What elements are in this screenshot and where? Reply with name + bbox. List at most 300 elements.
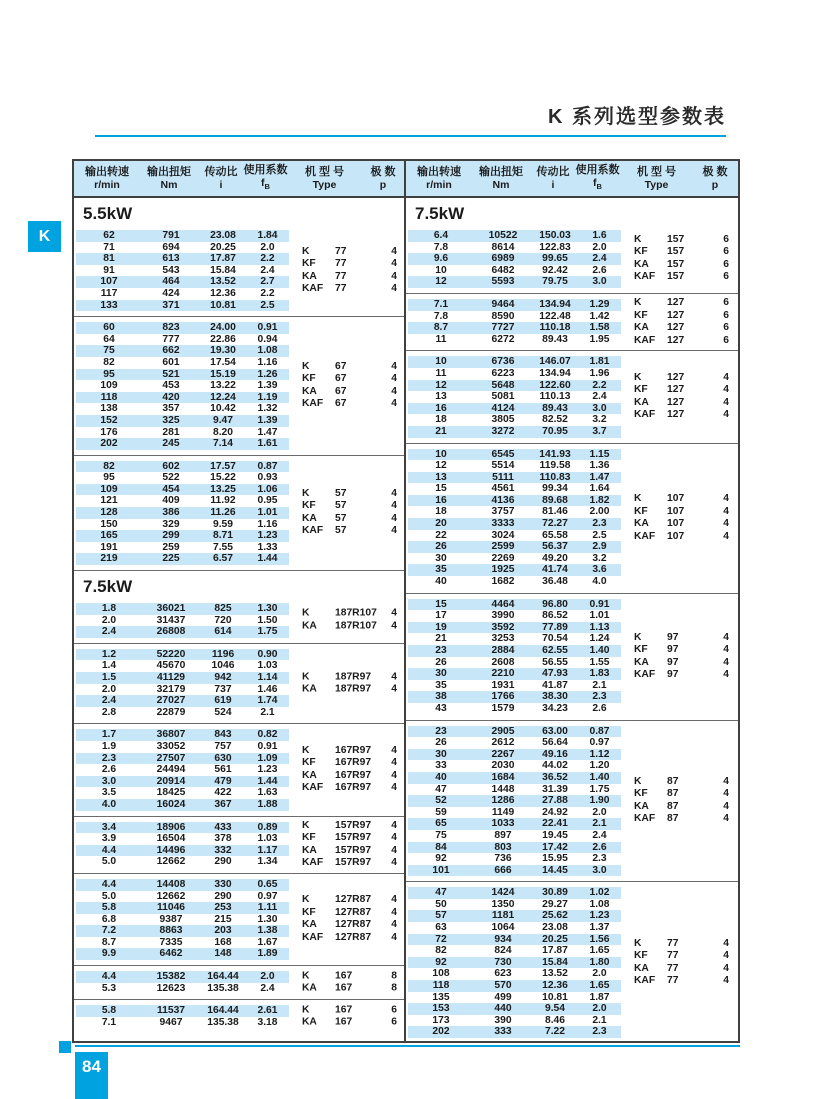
type-poles: 4 [391,373,397,385]
speed-cell: 81 [103,253,115,265]
type-list [302,894,397,944]
speed-cell: 33 [435,760,447,772]
speed-cell: 2.4 [101,626,117,638]
type-poles: 4 [391,844,397,856]
torque-cell: 333 [494,1026,512,1038]
speed-cell: 82 [103,356,115,368]
type-model: 127R87 [335,931,372,943]
type-poles: 4 [391,398,397,410]
speed-cell: 59 [435,806,447,818]
service-factor-cell: 1.03 [257,660,278,672]
type-model: 97 [667,656,679,668]
type-model: 157 [667,246,685,258]
service-factor-cell: 0.91 [589,598,610,610]
table-row [76,660,289,672]
type-prefix: K [634,371,642,383]
torque-cell: 824 [494,945,512,957]
speed-cell: 62 [103,230,115,241]
type-row [302,246,397,259]
table-row [408,564,621,576]
type-model: 157R97 [335,844,372,856]
speed-cell: 2.3 [101,752,117,764]
type-row [634,384,729,397]
torque-cell: 6545 [491,448,515,460]
torque-cell: 4136 [491,494,515,506]
ratio-cell: 15.22 [210,472,236,484]
torque-cell: 9387 [159,913,183,925]
type-row [302,361,397,374]
ratio-cell: 14.45 [542,864,568,876]
service-factor-cell: 4.0 [592,576,607,588]
table-row [408,842,621,854]
type-row [634,813,729,826]
type-poles: 4 [391,607,397,619]
table-row [408,772,621,784]
ratio-cell: 96.80 [542,598,568,610]
torque-cell: 454 [162,483,180,495]
torque-cell: 2210 [491,668,515,680]
type-poles: 4 [391,757,397,769]
type-row [302,1004,397,1017]
page-number-box: 84 [75,1052,108,1099]
ratio-cell: 19.30 [210,345,236,357]
type-poles: 4 [391,857,397,869]
table-row [408,980,621,992]
service-factor-cell: 1.81 [589,356,610,368]
torque-cell: 11537 [156,1005,186,1017]
ratio-cell: 13.52 [542,968,568,980]
ratio-cell: 70.54 [542,633,568,645]
torque-cell: 14496 [156,844,186,856]
header-cell [244,161,287,196]
service-factor-cell: 3.2 [592,414,607,426]
torque-cell: 3272 [491,425,515,437]
ratio-cell: 23.08 [210,230,236,241]
table-row [408,599,621,611]
speed-cell: 15 [435,483,447,495]
ratio-cell: 30.89 [542,887,568,899]
service-factor-cell: 1.37 [589,922,610,934]
type-poles: 4 [391,894,397,906]
type-poles: 6 [723,297,729,309]
ratio-cell: 41.74 [542,564,568,576]
table-row [76,415,289,427]
torque-cell: 9467 [159,1016,183,1028]
torque-cell: 521 [162,368,180,380]
table-row [408,899,621,911]
torque-cell: 27507 [156,752,186,764]
service-factor-cell: 2.2 [592,379,607,391]
ratio-cell: 378 [214,833,232,845]
table-row [408,784,621,796]
table-row [408,968,621,980]
torque-cell: 1424 [491,887,515,899]
header-cell-top: 传动比 [536,166,570,178]
type-model: 57 [335,512,347,524]
speed-cell: 52 [435,795,447,807]
type-model: 57 [335,500,347,512]
type-poles: 4 [391,283,397,295]
speed-cell: 12 [435,460,447,472]
torque-cell: 934 [494,933,512,945]
ratio-cell: 89.43 [542,402,568,414]
speed-cell: 50 [435,898,447,910]
speed-cell: 7.1 [101,1016,117,1028]
ratio-cell: 56.55 [542,656,568,668]
type-prefix: KF [302,500,316,512]
table-row [408,945,621,957]
table-row [76,230,289,242]
ratio-cell: 15.19 [210,368,236,380]
table-row [76,672,289,684]
side-tab-k: K [28,221,61,252]
speed-cell: 10 [435,448,447,460]
type-list [302,361,397,411]
type-model: 187R97 [335,683,372,695]
speed-cell: 64 [103,333,115,345]
torque-cell: 803 [494,841,512,853]
type-model: 77 [335,258,347,270]
ratio-cell: 1196 [211,648,235,660]
speed-cell: 40 [435,576,447,588]
torque-cell: 2905 [491,725,515,737]
ratio-cell: 8.71 [212,530,234,542]
type-poles: 4 [391,744,397,756]
table-row [408,749,621,761]
torque-cell: 22879 [156,706,186,718]
ratio-cell: 81.46 [542,506,568,518]
ratio-cell: 12.24 [210,391,236,403]
speed-cell: 21 [435,633,447,645]
table-row [408,633,621,645]
table-row [76,879,289,891]
table-row [76,427,289,439]
ratings-block [406,227,738,291]
type-model: 187R107 [335,607,377,619]
speed-cell: 3.5 [101,787,117,799]
ratio-cell: 20.25 [542,933,568,945]
type-poles: 4 [723,800,729,812]
service-factor-cell: 0.87 [589,725,610,737]
type-model: 67 [335,385,347,397]
ratio-cell: 20.25 [210,241,236,253]
ratio-cell: 367 [214,798,232,810]
type-model: 157R97 [335,832,372,844]
header-cell-top: 使用系数 [575,163,620,176]
type-model: 97 [667,631,679,643]
type-row [634,506,729,519]
ratio-cell: 22.41 [542,818,568,830]
speed-cell: 95 [103,368,115,380]
header-cell-bottom: Type [312,179,337,191]
ratio-cell: 13.25 [210,483,236,495]
ratio-cell: 70.95 [542,425,568,437]
speed-cell: 8.7 [101,936,117,948]
ratio-cell: 110.83 [539,471,571,483]
block-separator [406,881,738,882]
header-cell-bottom: Type [644,179,669,191]
ratio-cell: 99.65 [542,253,568,265]
type-prefix: KF [634,246,648,258]
type-list [302,608,397,633]
speed-cell: 75 [435,829,447,841]
type-list [302,1004,397,1029]
torque-cell: 440 [494,1003,512,1015]
speed-cell: 202 [100,438,118,450]
torque-cell: 823 [162,322,180,334]
torque-cell: 623 [494,968,512,980]
type-prefix: K [302,671,310,683]
header-cell [619,161,694,196]
ratio-cell: 135.38 [207,1016,239,1028]
ratio-cell: 11.26 [210,507,236,519]
table-row [76,484,289,496]
torque-cell: 16504 [156,833,186,845]
speed-cell: 4.0 [101,798,117,810]
type-poles: 4 [723,788,729,800]
torque-cell: 6223 [491,367,515,379]
service-factor-cell: 3.18 [257,1016,278,1028]
type-model: 157R97 [335,857,372,869]
type-poles: 6 [723,258,729,270]
type-poles: 4 [723,962,729,974]
service-factor-cell: 1.61 [257,438,278,450]
ratings-block [74,458,404,568]
service-factor-cell: 1.29 [589,298,610,310]
type-row [634,963,729,976]
header-cell-bottom: $f_B$ [261,176,270,192]
type-list [302,671,397,696]
table-row [408,541,621,553]
ratio-cell: 17.87 [210,253,236,265]
ratio-cell: 31.39 [542,783,568,795]
service-factor-cell: 2.7 [260,276,275,288]
torque-cell: 1579 [491,702,515,714]
torque-cell: 225 [162,553,180,565]
table-row [76,392,289,404]
speed-cell: 18 [435,506,447,518]
service-factor-cell: 1.74 [257,695,278,707]
speed-cell: 118 [100,391,118,403]
speed-cell: 43 [435,702,447,714]
type-prefix: K [634,631,642,643]
torque-cell: 5593 [491,276,515,288]
ratio-cell: 630 [214,752,232,764]
type-row [302,894,397,907]
header-cell-top: 使用系数 [243,163,288,176]
type-model: 97 [667,669,679,681]
type-poles: 6 [723,271,729,283]
service-factor-cell: 2.4 [260,264,275,276]
type-model: 167R97 [335,782,372,794]
type-prefix: KA [634,396,649,408]
service-factor-cell: 1.12 [589,748,610,760]
type-prefix: K [302,894,310,906]
table-row [408,680,621,692]
table-row [408,242,621,254]
service-factor-cell: 2.4 [592,253,607,265]
type-model: 107 [667,518,685,530]
table-row [76,519,289,531]
header-cell-top: 极 数 [702,166,728,178]
ratio-cell: 290 [214,856,232,868]
type-prefix: KA [634,800,649,812]
header-cell-bottom: r/min [426,179,452,191]
speed-cell: 47 [435,783,447,795]
type-prefix: K [302,970,310,982]
ratio-cell: 9.54 [544,1003,566,1015]
type-prefix: KAF [302,782,324,794]
ratio-cell: 561 [214,764,232,776]
table-row [76,891,289,903]
speed-cell: 6.8 [101,913,117,925]
type-poles: 4 [391,258,397,270]
ratio-cell: 7.14 [212,438,234,450]
type-poles: 4 [391,819,397,831]
ratio-cell: 122.60 [539,379,571,391]
type-poles: 4 [723,937,729,949]
service-factor-cell: 2.0 [592,1003,607,1015]
speed-cell: 1.7 [101,729,117,741]
table-row [76,948,289,960]
service-factor-cell: 3.6 [592,564,607,576]
type-prefix: K [302,1004,310,1016]
service-factor-cell: 2.3 [592,853,607,865]
torque-cell: 543 [162,264,180,276]
type-poles: 4 [391,683,397,695]
table-row [408,737,621,749]
ratio-cell: 79.75 [542,276,568,288]
speed-cell: 4.4 [101,971,117,983]
parameters-table [72,159,740,1043]
type-prefix: K [634,297,642,309]
table-row [76,764,289,776]
speed-cell: 30 [435,552,447,564]
speed-cell: 11 [435,333,447,345]
type-prefix: KF [302,258,316,270]
service-factor-cell: 1.47 [589,471,610,483]
type-poles: 4 [391,769,397,781]
header-cell-bottom: p [711,179,719,191]
torque-cell: 4464 [491,598,515,610]
type-model: 127 [667,322,685,334]
speed-cell: 150 [100,518,118,530]
torque-cell: 3592 [491,621,515,633]
type-row [634,776,729,789]
ratio-cell: 92.42 [542,264,568,276]
ratio-cell: 330 [214,878,232,890]
torque-cell: 386 [162,507,180,519]
torque-cell: 8863 [159,925,183,937]
type-list [634,372,729,422]
type-list [634,234,729,284]
speed-cell: 35 [435,564,447,576]
type-poles: 4 [723,530,729,542]
service-factor-cell: 2.1 [592,1014,607,1026]
type-poles: 4 [391,832,397,844]
type-list [634,632,729,682]
speed-cell: 138 [100,403,118,415]
type-row [634,801,729,814]
service-factor-cell: 2.61 [257,1005,278,1017]
speed-cell: 17 [435,610,447,622]
table-row [408,368,621,380]
speed-cell: 1.4 [101,660,117,672]
table-row [76,914,289,926]
header-cell-top: 机 型 号 [636,166,677,178]
type-prefix: K [302,744,310,756]
service-factor-cell: 2.1 [592,818,607,830]
type-model: 127R87 [335,919,372,931]
torque-cell: 3333 [491,518,515,530]
type-poles: 6 [391,1016,397,1028]
type-row [634,644,729,657]
ratio-cell: 72.27 [542,518,568,530]
ratings-block [74,227,404,314]
torque-cell: 12662 [156,856,186,868]
type-prefix: KAF [302,857,324,869]
type-poles: 4 [391,525,397,537]
type-model: 57 [335,487,347,499]
speed-cell: 19 [435,621,447,633]
type-prefix: KAF [634,530,656,542]
service-factor-cell: 2.00 [589,506,610,518]
type-prefix: KA [302,844,317,856]
table-row [408,853,621,865]
torque-cell: 464 [162,276,180,288]
type-prefix: KF [634,384,648,396]
torque-cell: 6462 [159,948,183,960]
speed-cell: 202 [432,1026,450,1038]
torque-cell: 259 [162,541,180,553]
service-factor-cell: 1.50 [257,614,278,626]
ratio-cell: 110.13 [539,391,571,403]
service-factor-cell: 2.9 [592,541,607,553]
service-factor-cell: 0.97 [257,890,278,902]
service-factor-cell: 1.23 [257,530,278,542]
type-model: 77 [335,245,347,257]
block-separator [406,293,738,294]
type-prefix: KA [302,512,317,524]
type-model: 127 [667,384,685,396]
type-prefix: K [634,775,642,787]
table-row [76,553,289,565]
type-row [634,531,729,544]
table-row [408,322,621,334]
speed-cell: 11 [435,367,447,379]
power-section-title: 7.5kW [415,204,465,223]
speed-cell: 135 [432,991,450,1003]
table-row [408,1003,621,1015]
torque-cell: 33052 [156,740,186,752]
service-factor-cell: 1.95 [589,333,610,345]
type-prefix: K [302,360,310,372]
ratings-block [406,353,738,440]
speed-cell: 60 [103,322,115,334]
speed-cell: 5.0 [101,890,117,902]
ratio-cell: 11.92 [210,495,236,507]
speed-cell: 8.7 [433,322,449,334]
ratio-cell: 13.22 [210,380,236,392]
speed-cell: 40 [435,771,447,783]
table-row [408,622,621,634]
type-list [634,938,729,988]
ratio-cell: 110.18 [539,322,571,334]
type-prefix: KA [634,258,649,270]
type-poles: 8 [391,982,397,994]
ratio-cell: 62.55 [542,645,568,656]
ratio-cell: 479 [214,775,232,787]
